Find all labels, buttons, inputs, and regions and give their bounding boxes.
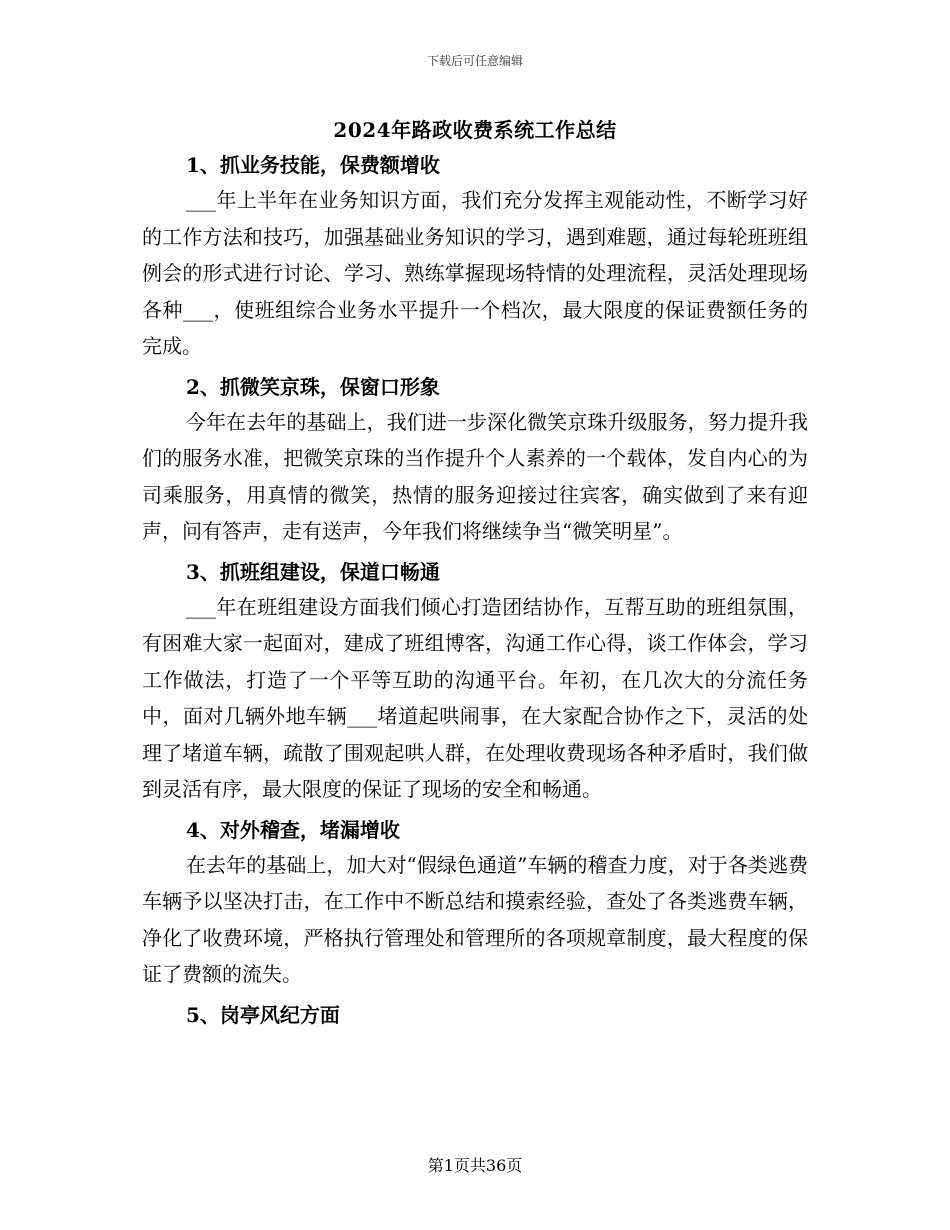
section-heading: 2、抓微笑京珠，保窗口形象 — [186, 374, 440, 399]
section-paragraph: ___年上半年在业务知识方面，我们充分发挥主观能动性，不断学习好的工作方法和技巧，加强基础业务知识的学习，遇到难题，通过每轮班班组例会的形式进行讨论、学习、熟练掌握现场特情的处理流程，灵活处理现场各种___，使班组综合业务水平提升一个档次，最大限度的保证费额任务的完成。 — [142, 188, 808, 358]
page-number: 第1页共36页 — [427, 1156, 523, 1175]
section-paragraph: 今年在去年的基础上，我们进一步深化微笑京珠升级服务，努力提升我们的服务水准，把微笑京珠的当作提升个人素养的一个载体，发自内心的为司乘服务，用真情的微笑，热情的服务迎接过往宾客，确实做到了来有迎声，问有答声，走有送声，今年我们将继续争当“微笑明星”。 — [142, 409, 808, 543]
document-title: 2024年路政收费系统工作总结 — [333, 118, 617, 142]
section-heading: 1、抓业务技能，保费额增收 — [186, 153, 440, 177]
section-paragraph: 在去年的基础上，加大对“假绿色通道”车辆的稽查力度，对于各类逃费车辆予以坚决打击，在工作中不断总结和摸索经验，查处了各类逃费车辆，净化了收费环境，严格执行管理处和管理所的各项规章制度，最大程度的保证了费额的流失。 — [142, 852, 808, 986]
section-paragraph: ___年在班组建设方面我们倾心打造团结协作，互帮互助的班组氛围，有困难大家一起面对，建成了班组博客，沟通工作心得，谈工作体会，学习工作做法，打造了一个平等互助的沟通平台。年初，在几次大的分流任务中，面对几辆外地车辆___堵道起哄闹事，在大家配合协作之下，灵活的处理了堵道车辆，疏散了围观起哄人群，在处理收费现场各种矛盾时，我们做到灵活有序，最大限度的保证了现场的安全和畅通。 — [142, 594, 808, 801]
section-heading: 3、抓班组建设，保道口畅通 — [186, 559, 440, 584]
header-note: 下载后可任意编辑 — [426, 54, 523, 68]
document-body — [142, 148, 808, 1032]
section-heading: 5、岗亭风纪方面 — [186, 1002, 340, 1027]
section-heading: 4、对外稽查，堵漏增收 — [186, 817, 400, 842]
